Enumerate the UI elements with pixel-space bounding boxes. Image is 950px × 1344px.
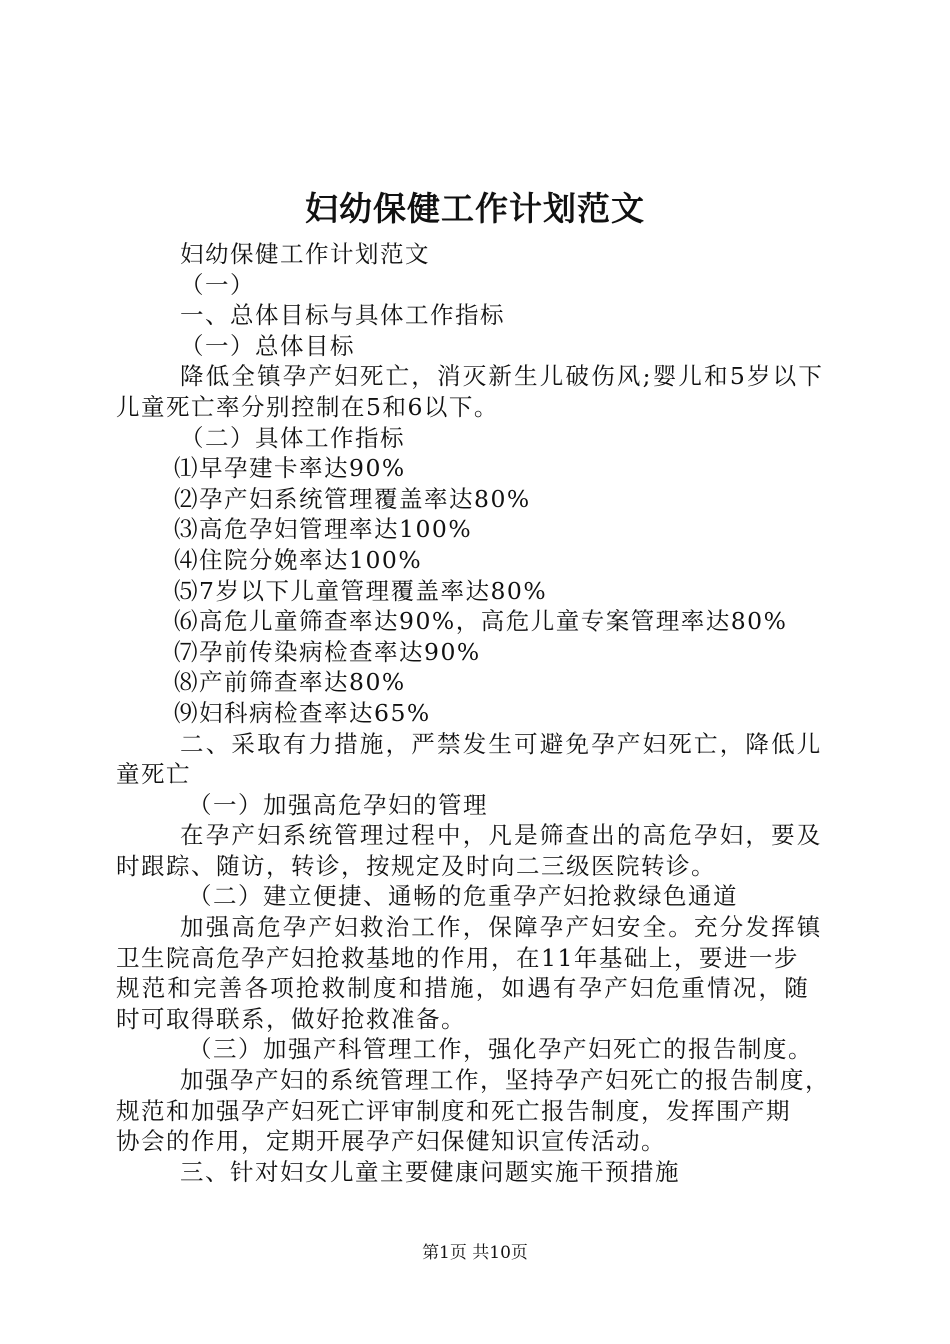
subsection-heading: （二）建立便捷、通畅的危重孕产妇抢救绿色通道 xyxy=(188,882,738,911)
subsection-heading: （一）总体目标 xyxy=(180,331,355,360)
section-heading: 三、针对妇女儿童主要健康问题实施干预措施 xyxy=(180,1157,680,1186)
subtitle-line: 妇幼保健工作计划范文 xyxy=(180,240,430,268)
list-item: ⑷住院分娩率达100% xyxy=(174,545,423,574)
section-heading: 一、总体目标与具体工作指标 xyxy=(180,301,505,330)
paragraph-line: 规范和完善各项抢救制度和措施，如遇有孕产妇危重情况，随 xyxy=(116,974,810,1003)
paragraph-line: 加强孕产妇的系统管理工作，坚持孕产妇死亡的报告制度， xyxy=(180,1066,830,1095)
paragraph-line: 卫生院高危孕产妇抢救基地的作用，在11年基础上，要进一步 xyxy=(116,943,799,972)
paragraph-line: 规范和加强孕产妇死亡评审制度和死亡报告制度，发挥围产期 xyxy=(116,1096,791,1125)
paragraph-line: 时可取得联系，做好抢救准备。 xyxy=(116,1004,466,1033)
page-footer: 第1页 共10页 xyxy=(422,1243,528,1263)
list-item: ⑶高危孕妇管理率达100% xyxy=(174,515,473,544)
document-title: 妇幼保健工作计划范文 xyxy=(305,189,645,228)
subsection-heading: （一）加强高危孕妇的管理 xyxy=(188,790,488,819)
section-heading-cont: 童死亡 xyxy=(116,760,191,789)
document-body xyxy=(116,239,840,1187)
paragraph-line: 降低全镇孕产妇死亡，消灭新生儿破伤风;婴儿和5岁以下 xyxy=(180,362,825,391)
paragraph-line: 协会的作用，定期开展孕产妇保健知识宣传活动。 xyxy=(116,1127,666,1156)
list-item: ⑼妇科病检查率达65% xyxy=(174,698,431,727)
list-item: ⑹高危儿童筛查率达90%，高危儿童专案管理率达80% xyxy=(174,607,788,636)
paragraph-line: 加强高危孕产妇救治工作，保障孕产妇安全。充分发挥镇 xyxy=(180,913,823,942)
paragraph-line: 在孕产妇系统管理过程中，凡是筛查出的高危孕妇，要及 xyxy=(180,821,823,850)
paragraph-line: 儿童死亡率分别控制在5和6以下。 xyxy=(116,392,499,421)
subsection-heading: （二）具体工作指标 xyxy=(180,423,405,452)
list-item: ⑸7岁以下儿童管理覆盖率达80% xyxy=(174,576,548,605)
list-item: ⑴早孕建卡率达90% xyxy=(174,454,406,483)
paragraph-line: 时跟踪、随访，转诊，按规定及时向二三级医院转诊。 xyxy=(116,851,716,880)
paragraph-line: （一） xyxy=(180,270,255,299)
list-item: ⑻产前筛查率达80% xyxy=(174,668,406,697)
section-heading: 二、采取有力措施，严禁发生可避免孕产妇死亡，降低儿 xyxy=(180,729,823,758)
list-item: ⑺孕前传染病检查率达90% xyxy=(174,637,481,666)
list-item: ⑵孕产妇系统管理覆盖率达80% xyxy=(174,484,531,513)
subsection-heading: （三）加强产科管理工作，强化孕产妇死亡的报告制度。 xyxy=(188,1035,813,1064)
